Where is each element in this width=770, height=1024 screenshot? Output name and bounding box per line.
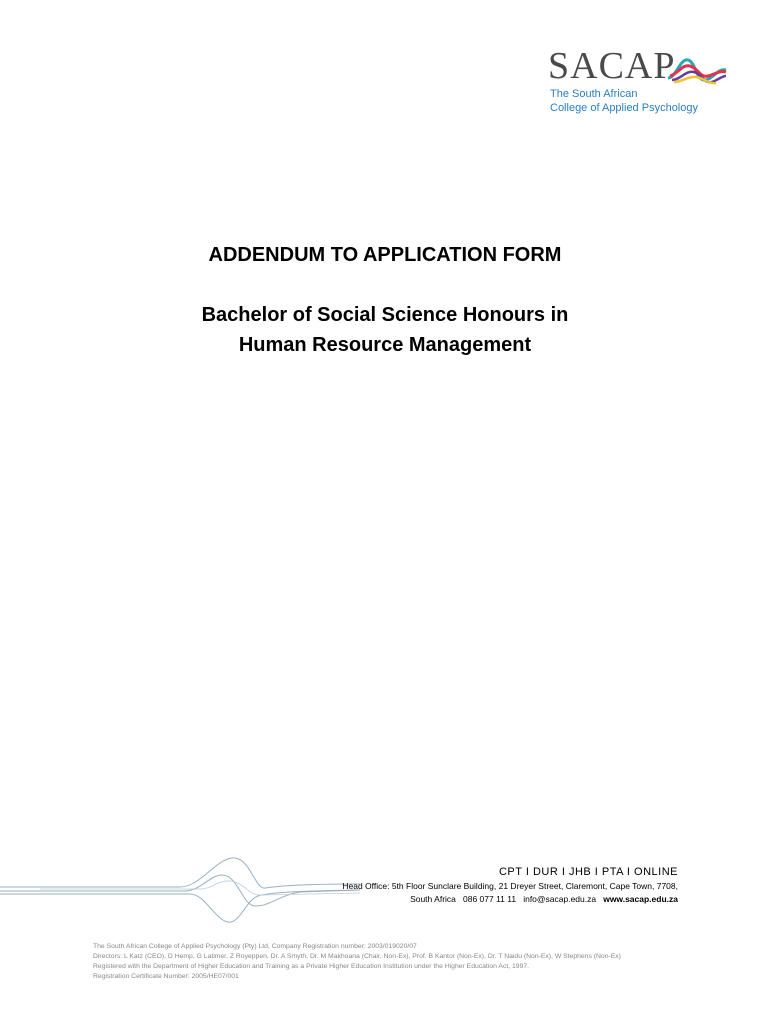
program-name-line1: Bachelor of Social Science Honours in	[201, 304, 569, 326]
phone-number: 086 077 11 11	[463, 894, 517, 904]
program-name-line2: Human Resource Management	[238, 334, 532, 356]
legal-company-registration: The South African College of Applied Psychology (Pty) Ltd, Company Registration number: 2003/019020/07	[93, 943, 417, 950]
contact-line	[410, 894, 678, 904]
logo-subtitle-line2: College of Applied Psychology	[550, 102, 698, 114]
country: South Africa	[410, 894, 456, 904]
sacap-logo	[548, 44, 728, 120]
logo-subtitle-line1: The South African	[550, 88, 638, 100]
footer-wave-graphic	[0, 850, 360, 935]
head-office-address: Head Office: 5th Floor Sunclare Building, 21 Dreyer Street, Claremont, Cape Town, 7708,	[342, 881, 678, 891]
legal-certificate-number: Registration Certificate Number: 2005/HE07/001	[93, 973, 239, 980]
logo-wordmark: SACAP	[548, 45, 676, 87]
logo-wave-icon	[666, 48, 728, 88]
document-title: ADDENDUM TO APPLICATION FORM	[208, 244, 562, 266]
legal-dhet-registration: Registered with the Department of Higher Education and Training as a Private Higher Education Institution under the Higher Education Act, 1997.	[93, 963, 530, 970]
email-address: info@sacap.edu.za	[523, 894, 597, 904]
legal-directors: Directors: L Katz (CEO), D Hemp, G Latimer, Z Royeppen, Dr. A Smyth, Dr. M Makhoana (Chair, Non-Ex), Prof. B Kantor (Non-Ex), Dr. T Naidu (Non-Ex), W Stephens (Non-Ex)	[93, 953, 621, 960]
campus-list: CPT I DUR I JHB I PTA I ONLINE	[498, 866, 678, 878]
website-link[interactable]: www.sacap.edu.za	[603, 894, 678, 904]
